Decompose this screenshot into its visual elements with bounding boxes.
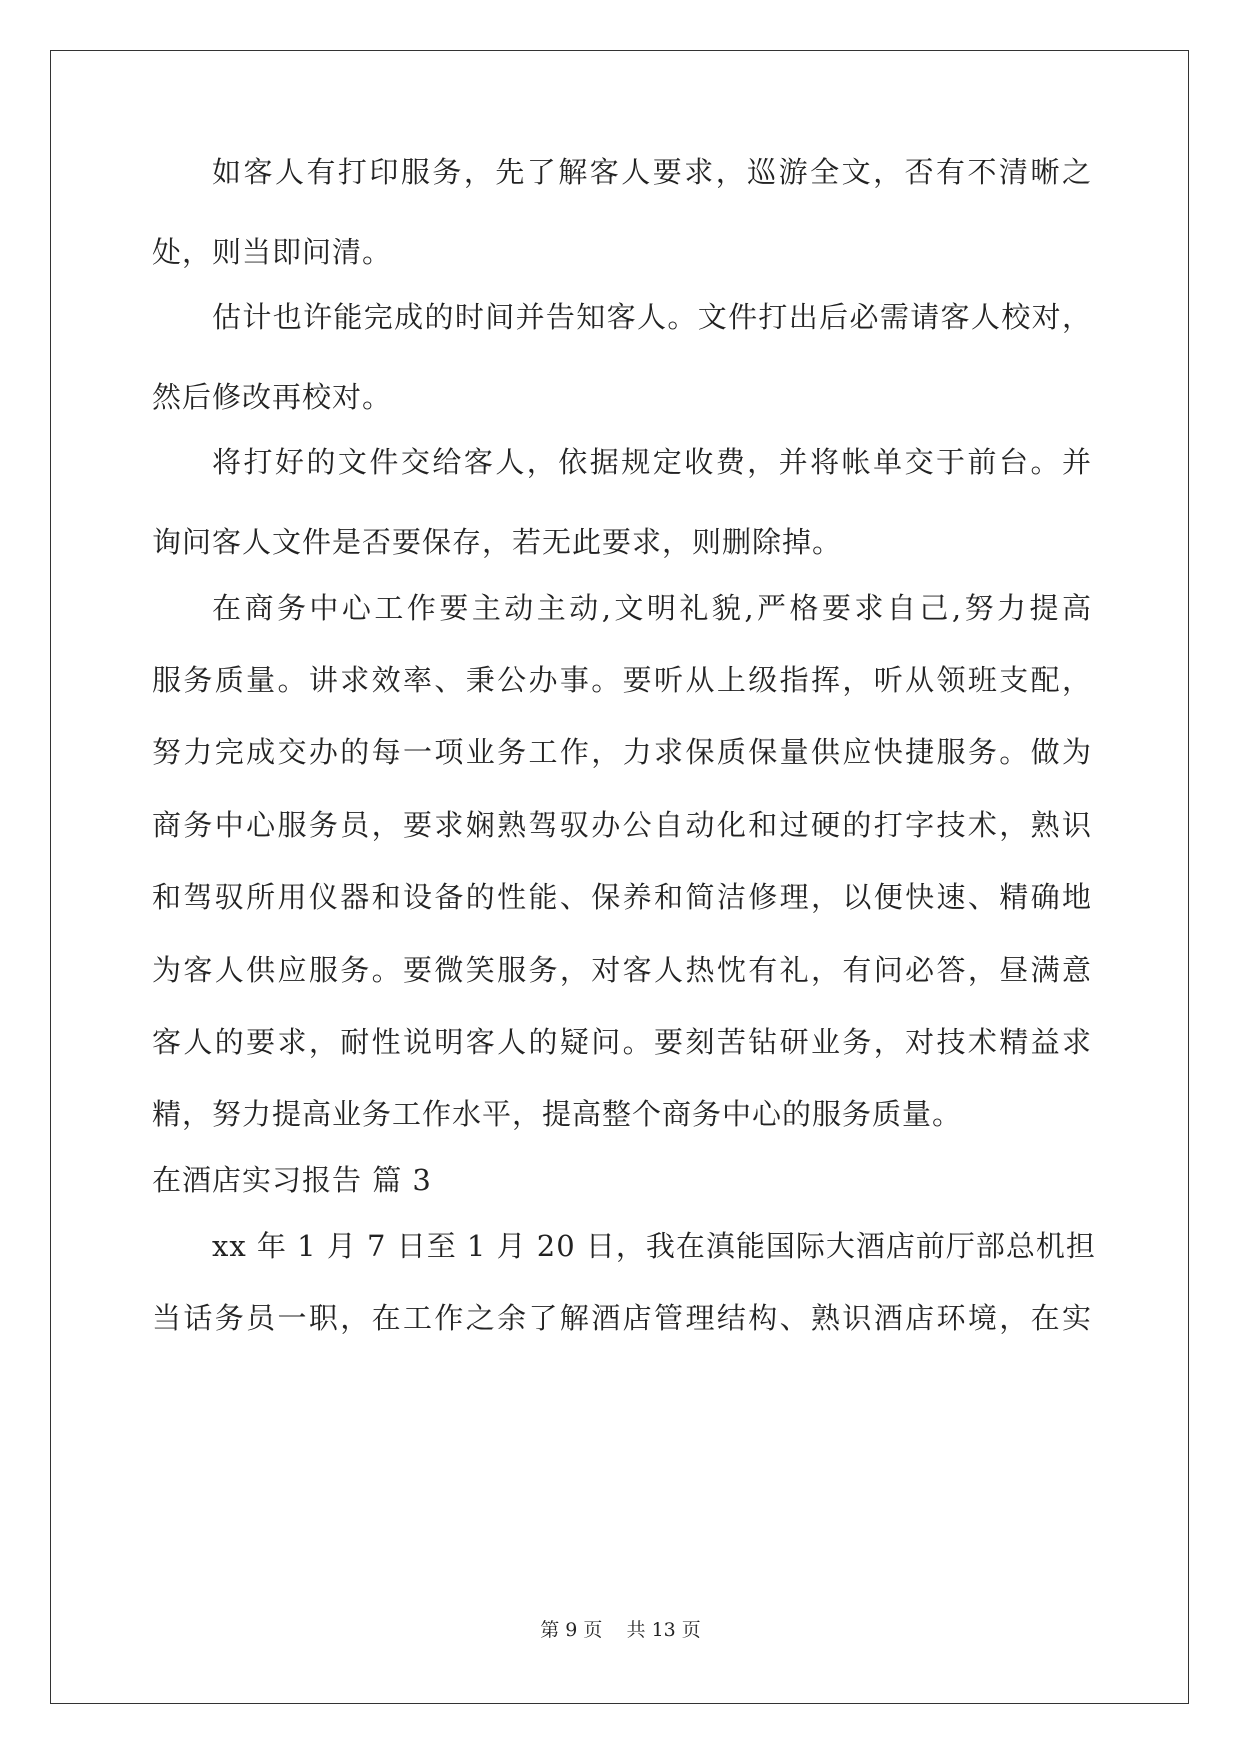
section-heading: 在酒店实习报告 篇 3 (152, 1163, 432, 1197)
paragraph-1-line-2: 处，则当即问清。 (152, 235, 393, 269)
paragraph-2-line-2: 然后修改再校对。 (152, 380, 393, 414)
paragraph-3-line-2: 询问客人文件是否要保存，若无此要求，则删除掉。 (152, 525, 843, 559)
paragraph-4-line-5: 和驾驭所用仪器和设备的性能、保养和简洁修理，以便快速、精确地 (152, 880, 1092, 914)
paragraph-4-line-2: 服务质量。讲求效率、秉公办事。要听从上级指挥，听从领班支配， (152, 663, 1092, 697)
paragraph-1-line-1: 如客人有打印服务，先了解客人要求，巡游全文，否有不清晰之 (212, 155, 1092, 189)
paragraph-4-line-4: 商务中心服务员，要求娴熟驾驭办公自动化和过硬的打字技术，熟识 (152, 808, 1092, 842)
final-paragraph-line-1: xx 年 1 月 7 日至 1 月 20 日，我在滇能国际大酒店前厅部总机担 (212, 1229, 1096, 1263)
paragraph-4-line-3: 努力完成交办的每一项业务工作，力求保质保量供应快捷服务。做为 (152, 735, 1092, 769)
paragraph-4-line-1: 在商务中心工作要主动主动,文明礼貌,严格要求自己,努力提高 (212, 591, 1092, 625)
paragraph-4-line-6: 为客人供应服务。要微笑服务，对客人热忱有礼，有问必答，昼满意 (152, 953, 1092, 987)
final-paragraph-line-2: 当话务员一职，在工作之余了解酒店管理结构、熟识酒店环境，在实 (152, 1301, 1092, 1335)
paragraph-4-line-7: 客人的要求，耐性说明客人的疑问。要刻苦钻研业务，对技术精益求 (152, 1025, 1092, 1059)
page-number: 第 9 页 共 13 页 (540, 1619, 701, 1641)
paragraph-3-line-1: 将打好的文件交给客人，依据规定收费，并将帐单交于前台。并 (212, 445, 1092, 479)
paragraph-4-line-8: 精，努力提高业务工作水平，提高整个商务中心的服务质量。 (152, 1097, 963, 1131)
paragraph-2-line-1: 估计也许能完成的时间并告知客人。文件打出后必需请客人校对， (212, 300, 1092, 334)
